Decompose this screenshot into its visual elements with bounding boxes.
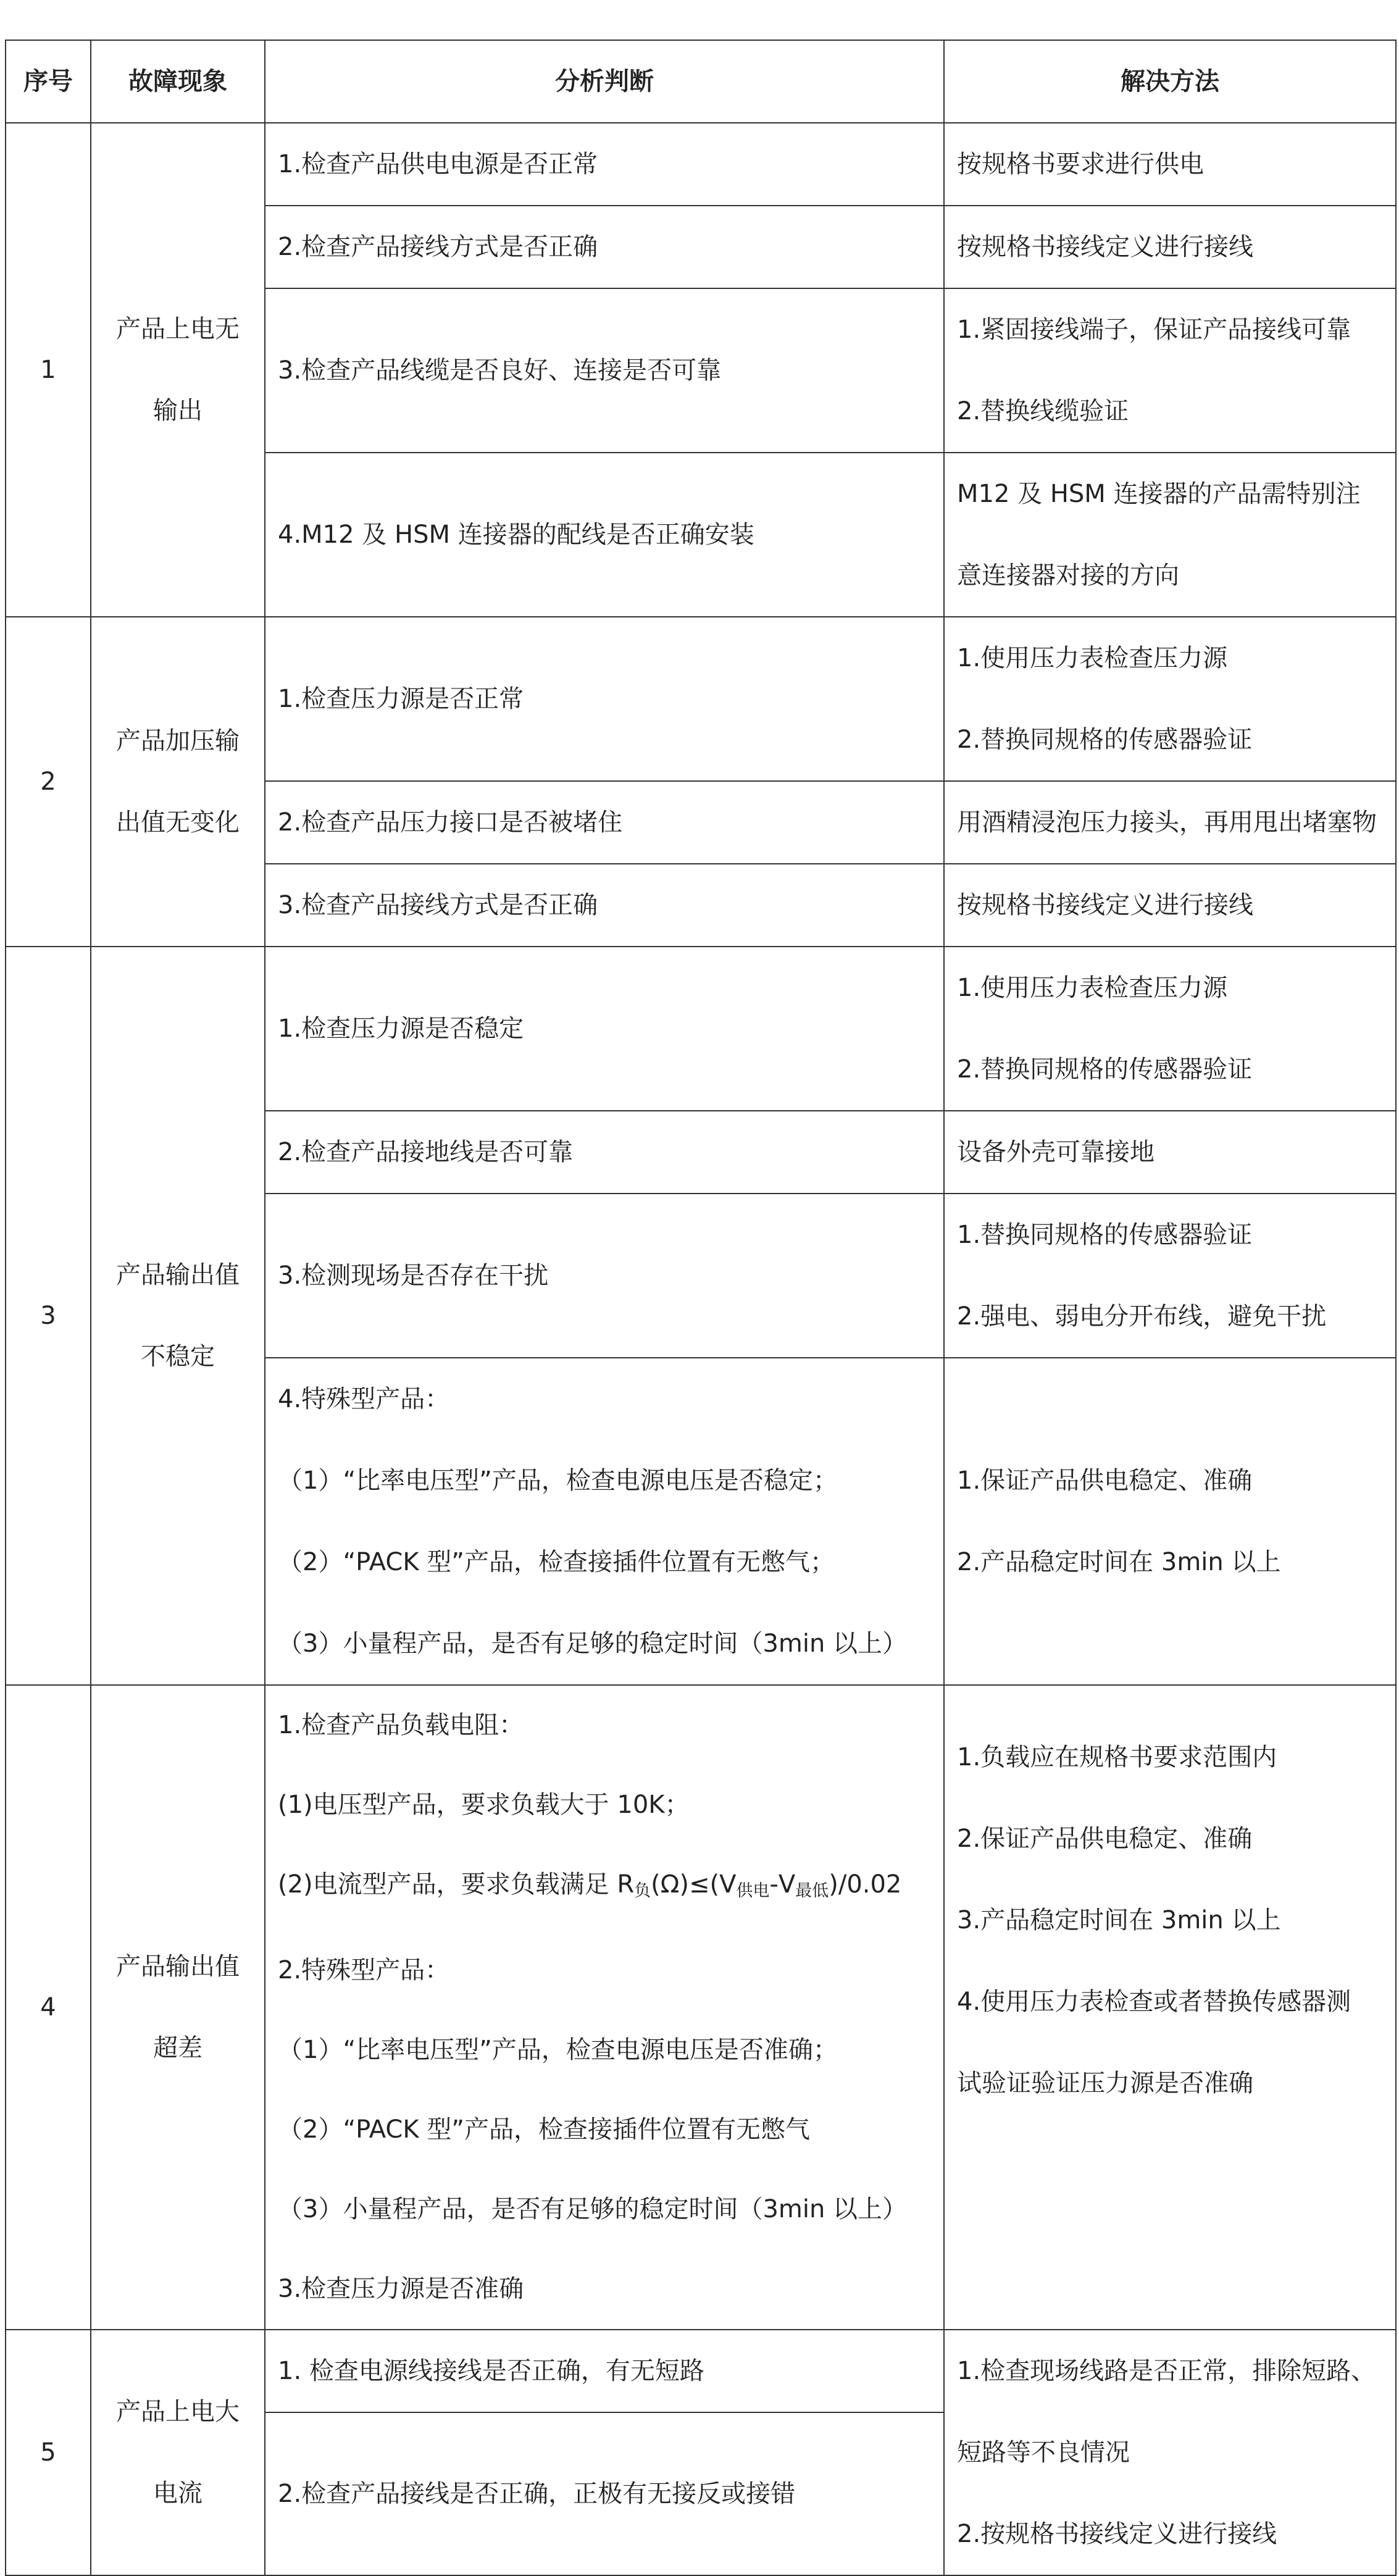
- analysis-line: （2）“PACK 型”产品，检查接插件位置有无憋气；: [278, 1548, 835, 1576]
- formula-middle: (Ω)≤(V: [651, 1870, 737, 1899]
- solution-line: 2.替换同规格的传感器验证: [957, 1055, 1253, 1084]
- analysis-cell: 1.检查产品供电电源是否正常: [265, 123, 944, 206]
- solution-line: 意连接器对接的方向: [957, 561, 1179, 590]
- analysis-cell: 1.检查压力源是否稳定: [265, 947, 944, 1111]
- solution-line: 2.强电、弱电分开布线，避免干扰: [957, 1302, 1327, 1331]
- formula-subscript-load: 负: [634, 1881, 651, 1901]
- header-solution: 解决方法: [944, 40, 1396, 123]
- solution-line: 2.替换同规格的传感器验证: [957, 726, 1253, 754]
- analysis-cell: 2.检查产品接地线是否可靠: [265, 1111, 944, 1194]
- solution-cell: [944, 453, 1396, 617]
- solution-line: 1.使用压力表检查压力源: [957, 974, 1228, 1002]
- solution-line: 短路等不良情况: [957, 2438, 1130, 2467]
- solution-line: 4.使用压力表检查或者替换传感器测: [957, 1988, 1351, 2016]
- analysis-cell: 2.检查产品压力接口是否被堵住: [265, 781, 944, 864]
- symptom-cell: [91, 123, 265, 617]
- load-formula-line: [278, 1845, 931, 1931]
- formula-middle-2: -V: [769, 1870, 796, 1899]
- solution-cell: [944, 947, 1396, 1111]
- solution-line: 试验证验证压力源是否准确: [957, 2069, 1253, 2097]
- symptom-cell: [91, 2330, 265, 2575]
- symptom-line: 产品上电无: [116, 315, 240, 343]
- analysis-cell: 1.检查压力源是否正常: [265, 617, 944, 781]
- analysis-line: 2.特殊型产品：: [278, 1956, 450, 1984]
- header-number: 序号: [6, 40, 91, 123]
- analysis-cell: 1. 检查电源线接线是否正确，有无短路: [265, 2330, 944, 2412]
- table-row: [6, 123, 1396, 206]
- symptom-line: 产品输出值: [116, 1952, 240, 1981]
- header-analysis: 分析判断: [265, 40, 944, 123]
- solution-cell: 按规格书接线定义进行接线: [944, 864, 1396, 947]
- formula-prefix: (2)电流型产品，要求负载满足 R: [278, 1870, 635, 1899]
- symptom-cell: [91, 1685, 265, 2330]
- symptom-line: 输出: [153, 396, 203, 425]
- formula-end: )/0.02: [829, 1870, 902, 1899]
- solution-cell: 用酒精浸泡压力接头，再用甩出堵塞物: [944, 781, 1396, 864]
- table-header-row: [6, 40, 1396, 123]
- solution-line: 1.保证产品供电稳定、准确: [957, 1466, 1253, 1495]
- symptom-line: 出值无变化: [116, 808, 240, 837]
- analysis-cell: 4.M12 及 HSM 连接器的配线是否正确安装: [265, 453, 944, 617]
- table-row: [6, 2330, 1396, 2412]
- analysis-line: （3）小量程产品，是否有足够的稳定时间（3min 以上）: [278, 1629, 908, 1658]
- analysis-cell: [265, 1685, 944, 2330]
- analysis-cell: 3.检查产品线缆是否良好、连接是否可靠: [265, 288, 944, 453]
- row-number: 2: [6, 617, 91, 947]
- solution-line: 2.替换线缆验证: [957, 397, 1129, 425]
- solution-cell: [944, 2330, 1396, 2575]
- solution-line: 3.产品稳定时间在 3min 以上: [957, 1906, 1281, 1934]
- solution-line: 1.检查现场线路是否正常，排除短路、: [957, 2357, 1376, 2385]
- analysis-line: （1）“比率电压型”产品，检查电源电压是否稳定；: [278, 1466, 838, 1495]
- analysis-line: 4.特殊型产品：: [278, 1385, 450, 1413]
- solution-cell: 设备外壳可靠接地: [944, 1111, 1396, 1194]
- solution-cell: 按规格书接线定义进行接线: [944, 206, 1396, 288]
- symptom-line: 超差: [153, 2034, 203, 2062]
- solution-line: M12 及 HSM 连接器的产品需特别注: [957, 480, 1361, 508]
- solution-cell: 按规格书要求进行供电: [944, 123, 1396, 206]
- formula-subscript-supply: 供电: [736, 1881, 770, 1901]
- solution-line: 1.使用压力表检查压力源: [957, 644, 1228, 672]
- solution-cell: [944, 1685, 1396, 2330]
- symptom-line: 不稳定: [141, 1342, 215, 1371]
- analysis-line: (1)电压型产品，要求负载大于 10K；: [278, 1791, 690, 1819]
- fault-table: [5, 40, 1397, 2576]
- analysis-cell: 3.检测现场是否存在干扰: [265, 1194, 944, 1358]
- analysis-cell: 3.检查产品接线方式是否正确: [265, 864, 944, 947]
- analysis-cell: 2.检查产品接线是否正确，正极有无接反或接错: [265, 2412, 944, 2575]
- row-number: 4: [6, 1685, 91, 2330]
- solution-line: 2.产品稳定时间在 3min 以上: [957, 1548, 1281, 1576]
- solution-line: 2.保证产品供电稳定、准确: [957, 1825, 1253, 1853]
- analysis-line: 3.检查压力源是否准确: [278, 2275, 524, 2303]
- table-row: [6, 1685, 1396, 2330]
- formula-subscript-min: 最低: [795, 1881, 829, 1901]
- symptom-line: 产品输出值: [116, 1261, 240, 1289]
- analysis-cell: 2.检查产品接线方式是否正确: [265, 206, 944, 288]
- solution-cell: [944, 617, 1396, 781]
- symptom-line: 产品上电大: [116, 2398, 240, 2426]
- solution-cell: [944, 1358, 1396, 1685]
- table-row: [6, 947, 1396, 1111]
- symptom-cell: [91, 947, 265, 1685]
- symptom-line: 电流: [153, 2479, 203, 2507]
- row-number: 5: [6, 2330, 91, 2575]
- solution-line: 1.替换同规格的传感器验证: [957, 1221, 1253, 1249]
- symptom-line: 产品加压输: [116, 727, 240, 755]
- row-number: 1: [6, 123, 91, 617]
- analysis-line: （2）“PACK 型”产品，检查接插件位置有无憋气: [278, 2115, 810, 2144]
- header-symptom: 故障现象: [91, 40, 265, 123]
- table-row: [6, 617, 1396, 781]
- symptom-cell: [91, 617, 265, 947]
- solution-line: 2.按规格书接线定义进行接线: [957, 2520, 1277, 2548]
- solution-cell: [944, 288, 1396, 453]
- solution-line: 1.负载应在规格书要求范围内: [957, 1743, 1277, 1771]
- analysis-line: （1）“比率电压型”产品，检查电源电压是否准确；: [278, 2036, 838, 2064]
- solution-line: 1.紧固接线端子，保证产品接线可靠: [957, 316, 1351, 344]
- analysis-line: 1.检查产品负载电阻：: [278, 1711, 524, 1739]
- row-number: 3: [6, 947, 91, 1685]
- analysis-cell: [265, 1358, 944, 1685]
- analysis-line: （3）小量程产品，是否有足够的稳定时间（3min 以上）: [278, 2195, 908, 2223]
- solution-cell: [944, 1194, 1396, 1358]
